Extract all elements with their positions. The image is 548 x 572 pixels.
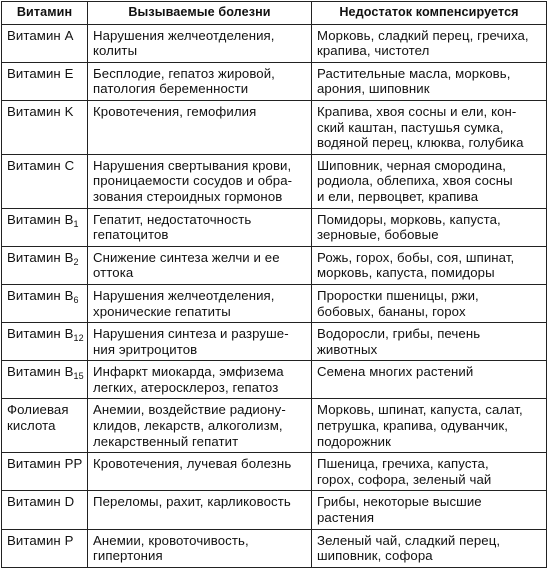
vitamin-name xyxy=(7,533,84,549)
vitamin-name-text: Витамин P xyxy=(7,532,74,548)
table-row xyxy=(2,491,547,529)
vitamin-cell xyxy=(2,100,88,154)
compensation-text: Растительные масла, морковь, арония, шиповник xyxy=(317,65,511,97)
compensation-cell xyxy=(312,361,547,399)
compensation-text: Зеленый чай, сладкий перец, шиповник, софора xyxy=(317,532,501,564)
compensation-text: Морковь, сладкий перец, гречиха, крапива, чистотел xyxy=(317,27,529,59)
compensation-cell xyxy=(312,491,547,529)
vitamin-name xyxy=(7,66,84,82)
vitamin-cell xyxy=(2,284,88,322)
compensation-cell xyxy=(312,24,547,62)
diseases-text: Нарушения свертывания крови, проницаемости сосудов и обра- зования стероидных гормонов xyxy=(93,157,293,204)
vitamin-name-text: Витамин B xyxy=(7,364,74,380)
compensation-text: Грибы, некоторые высшие растения xyxy=(317,494,482,526)
vitamin-name-text: Витамин C xyxy=(7,157,75,173)
table-row xyxy=(2,323,547,361)
vitamin-name-text: Витамин E xyxy=(7,65,74,81)
diseases-cell xyxy=(88,453,312,491)
vitamin-name xyxy=(7,402,84,433)
header-compensation: Недостаток компенсируется xyxy=(312,2,547,25)
compensation-text: Водоросли, грибы, печень животных xyxy=(317,326,481,357)
diseases-text: Анемии, кровоточивость, гипертония xyxy=(93,532,249,564)
vitamin-name-text: Витамин B xyxy=(7,287,74,303)
table-header xyxy=(2,2,547,25)
vitamin-cell xyxy=(2,491,88,529)
vitamin-name xyxy=(7,158,84,174)
vitamin-cell xyxy=(2,24,88,62)
diseases-text: Нарушения желчеотделения, хронические гепатиты xyxy=(93,287,275,319)
vitamin-name xyxy=(7,364,84,380)
diseases-text: Анемии, воздействие радиону- клидов, лекарств, алкоголизм, лекарственный гепатит xyxy=(93,402,286,449)
vitamin-cell xyxy=(2,399,88,453)
compensation-text: Морковь, шпинат, капуста, салат, петрушка, крапива, одуванчик, подорожник xyxy=(317,402,523,449)
diseases-cell xyxy=(88,100,312,154)
table-row xyxy=(2,453,547,491)
vitamin-name-text: Витамин D xyxy=(7,494,75,510)
diseases-cell xyxy=(88,246,312,284)
vitamin-name-text: Витамин B xyxy=(7,249,74,265)
vitamin-name xyxy=(7,288,84,304)
vitamin-cell xyxy=(2,323,88,361)
vitamin-cell xyxy=(2,246,88,284)
compensation-text: Семена многих растений xyxy=(317,364,474,380)
header-diseases: Вызываемые болезни xyxy=(88,2,312,25)
diseases-text: Гепатит, недостаточность гепатоцитов xyxy=(93,211,252,243)
diseases-cell xyxy=(88,323,312,361)
vitamin-subscript: 6 xyxy=(73,294,79,305)
table-row xyxy=(2,208,547,246)
compensation-text: Шиповник, черная смородина, родиола, облепиха, хвоя сосны и ели, первоцвет, крапива xyxy=(317,157,513,204)
vitamin-name-text: Витамин B xyxy=(7,326,74,342)
diseases-cell xyxy=(88,24,312,62)
vitamin-cell xyxy=(2,154,88,208)
diseases-text: Нарушения желчеотделения, колиты xyxy=(93,27,275,59)
table-row xyxy=(2,529,547,567)
diseases-cell xyxy=(88,284,312,322)
vitamin-name xyxy=(7,456,84,472)
diseases-text: Снижение синтеза желчи и ее оттока xyxy=(93,249,280,281)
vitamin-name xyxy=(7,28,84,44)
compensation-cell xyxy=(312,284,547,322)
compensation-cell xyxy=(312,529,547,567)
diseases-text: Переломы, рахит, карликовость xyxy=(93,494,291,510)
table-row xyxy=(2,24,547,62)
compensation-cell xyxy=(312,399,547,453)
diseases-cell xyxy=(88,361,312,399)
diseases-text: Инфаркт миокарда, эмфизема легких, атеросклероз, гепатоз xyxy=(93,364,284,395)
diseases-cell xyxy=(88,154,312,208)
vitamin-table xyxy=(1,1,547,568)
diseases-text: Кровотечения, лучевая болезнь xyxy=(93,456,292,472)
table-row xyxy=(2,154,547,208)
vitamin-cell xyxy=(2,453,88,491)
header-row xyxy=(2,2,547,25)
compensation-cell xyxy=(312,62,547,100)
compensation-text: Крапива, хвоя сосны и ели, кон- ский каштан, пастушья сумка, водяной перец, клюква, голубика xyxy=(317,103,524,151)
vitamin-cell xyxy=(2,62,88,100)
compensation-text: Помидоры, морковь, капуста, зерновые, бобовые xyxy=(317,211,501,243)
vitamin-name xyxy=(7,250,84,266)
compensation-cell xyxy=(312,246,547,284)
vitamin-name-text: Витамин A xyxy=(7,27,74,43)
vitamin-subscript: 15 xyxy=(73,371,84,382)
table-row xyxy=(2,62,547,100)
diseases-text: Бесплодие, гепатоз жировой, патология беременности xyxy=(93,65,275,97)
diseases-cell xyxy=(88,529,312,567)
compensation-cell xyxy=(312,323,547,361)
compensation-text: Проростки пшеницы, ржи, бобовых, бананы, горох xyxy=(317,287,479,319)
compensation-cell xyxy=(312,154,547,208)
compensation-text: Рожь, горох, бобы, соя, шпинат, морковь, капуста, помидоры xyxy=(317,249,515,281)
diseases-cell xyxy=(88,208,312,246)
vitamin-cell xyxy=(2,361,88,399)
compensation-cell xyxy=(312,453,547,491)
diseases-text: Кровотечения, гемофилия xyxy=(93,103,257,119)
vitamin-subscript: 2 xyxy=(73,256,79,267)
table-row xyxy=(2,361,547,399)
vitamin-name-text: Витамин PP xyxy=(7,456,83,472)
vitamin-cell xyxy=(2,529,88,567)
vitamin-name-text: Фолиевая кислота xyxy=(7,402,69,434)
diseases-cell xyxy=(88,399,312,453)
table-row xyxy=(2,100,547,154)
compensation-text: Пшеница, гречиха, капуста, горох, софора, зеленый чай xyxy=(317,456,492,487)
vitamin-name xyxy=(7,212,84,228)
vitamin-name-text: Витамин K xyxy=(7,103,74,119)
table-row xyxy=(2,246,547,284)
vitamin-name-text: Витамин B xyxy=(7,211,74,227)
table-body xyxy=(2,24,547,567)
vitamin-subscript: 1 xyxy=(73,218,79,229)
table-row xyxy=(2,284,547,322)
vitamin-name xyxy=(7,104,84,120)
compensation-cell xyxy=(312,100,547,154)
vitamin-subscript: 12 xyxy=(73,333,84,344)
vitamin-name xyxy=(7,494,84,510)
diseases-cell xyxy=(88,491,312,529)
diseases-cell xyxy=(88,62,312,100)
vitamin-cell xyxy=(2,208,88,246)
header-vitamin: Витамин xyxy=(2,2,88,25)
table-row xyxy=(2,399,547,453)
compensation-cell xyxy=(312,208,547,246)
vitamin-name xyxy=(7,326,84,342)
diseases-text: Нарушения синтеза и разруше- ния эритроцитов xyxy=(93,326,289,357)
